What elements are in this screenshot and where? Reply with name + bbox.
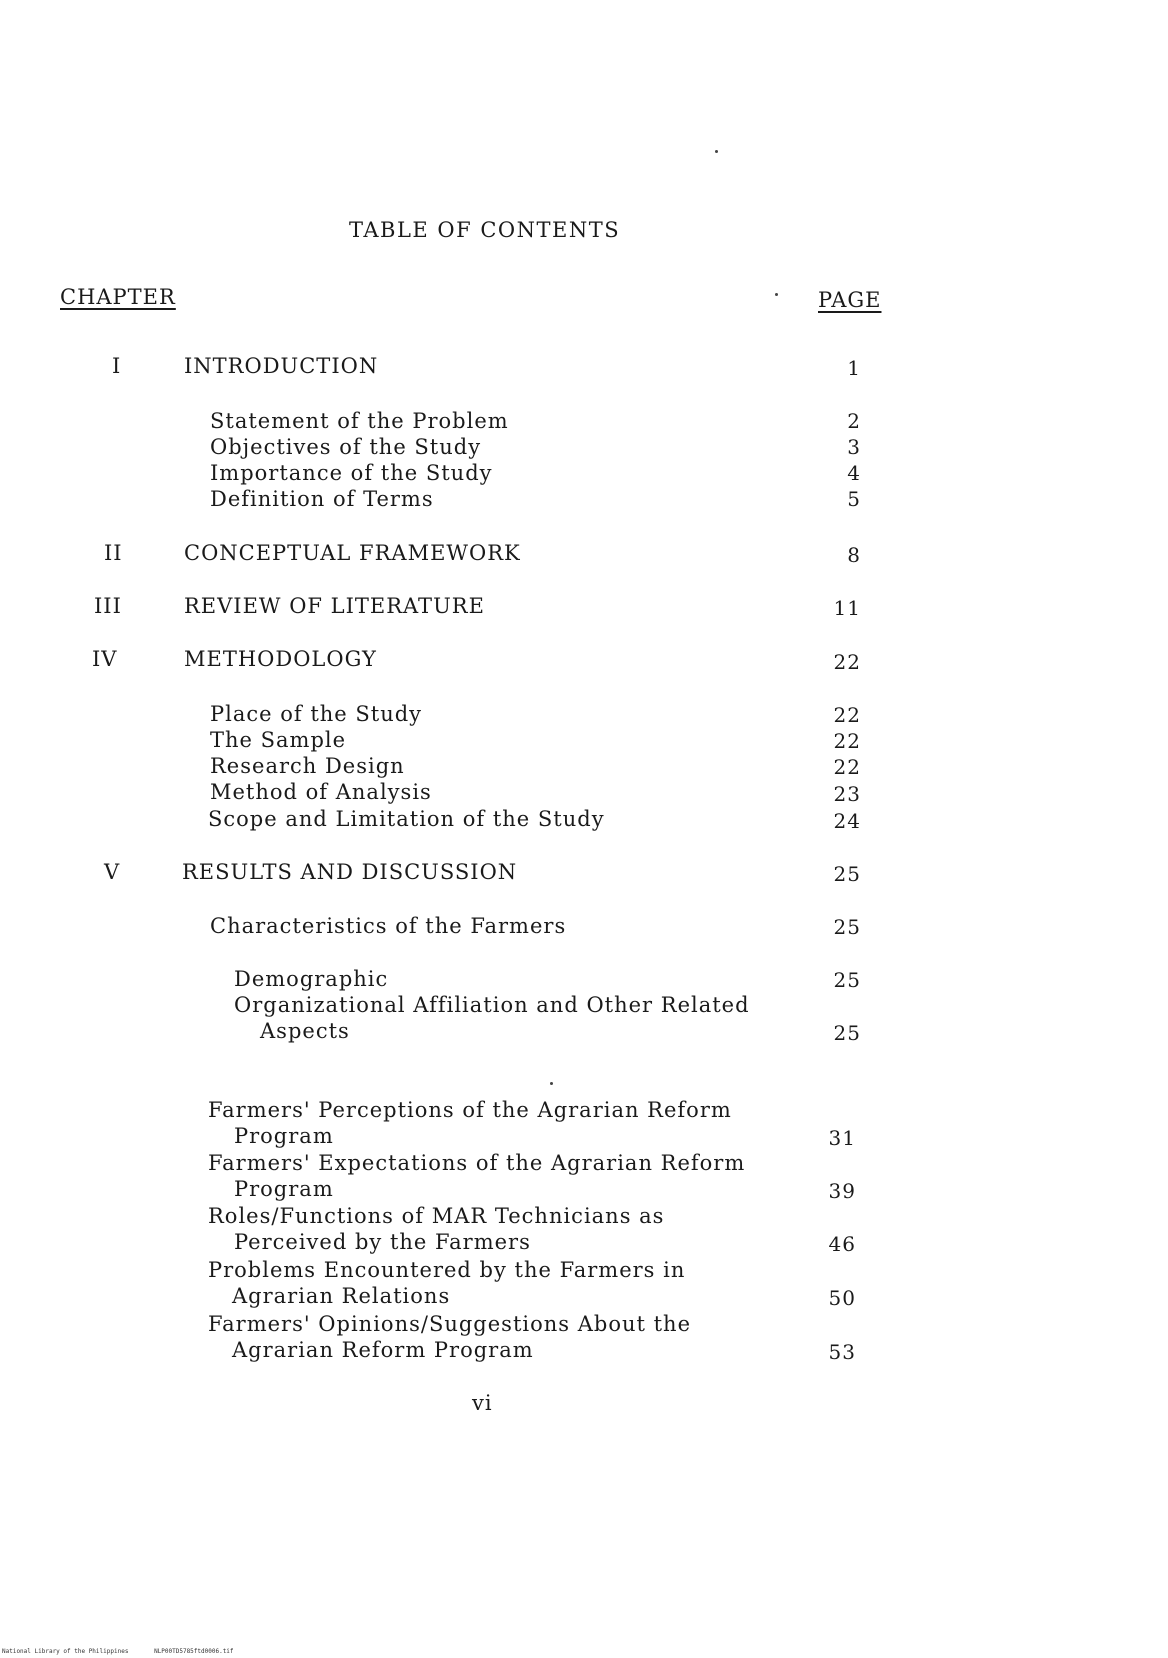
section-title: Definition of Terms — [210, 487, 434, 511]
page-number: 25 — [833, 862, 861, 886]
section-title: Problems Encountered by the Farmers in — [208, 1258, 686, 1282]
page-number: 2 — [847, 409, 861, 433]
scan-speck — [715, 150, 718, 153]
scan-footer — [2, 1648, 256, 1655]
section-title-continued: Agrarian Relations — [232, 1284, 451, 1308]
section-title: Place of the Study — [210, 702, 423, 726]
section-title: Research Design — [210, 754, 405, 778]
section-title-continued: Program — [234, 1177, 334, 1201]
page-number: 31 — [828, 1126, 856, 1150]
page-number: 22 — [833, 729, 861, 753]
page-number: 8 — [847, 543, 861, 567]
chapter-number: IV — [92, 647, 118, 671]
page-number: 50 — [828, 1286, 856, 1310]
chapter-title: METHODOLOGY — [184, 647, 377, 671]
section-title: Importance of the Study — [210, 461, 493, 485]
chapter-title: CONCEPTUAL FRAMEWORK — [184, 541, 521, 565]
page-number: 22 — [833, 703, 861, 727]
page-number: 25 — [833, 968, 861, 992]
page-number: 23 — [833, 782, 861, 806]
chapter-number: I — [112, 354, 122, 378]
page-number: 24 — [833, 809, 861, 833]
section-title: Farmers' Opinions/Suggestions About the — [208, 1312, 692, 1336]
section-title: Statement of the Problem — [210, 409, 509, 433]
footer-library: National Library of the Philippines — [2, 1648, 129, 1655]
page-number: 46 — [828, 1232, 856, 1256]
section-title: Farmers' Expectations of the Agrarian Reform — [208, 1151, 746, 1175]
subsection-title-continued: Aspects — [260, 1019, 350, 1043]
chapter-title: REVIEW OF LITERATURE — [184, 594, 485, 618]
section-title: Roles/Functions of MAR Technicians as — [208, 1204, 665, 1228]
section-title-continued: Agrarian Reform Program — [232, 1338, 534, 1362]
chapter-number: II — [104, 541, 123, 565]
page-number: 22 — [833, 755, 861, 779]
page-number: 3 — [847, 435, 861, 459]
page-number: 11 — [833, 596, 861, 620]
subsection-title: Demographic — [234, 967, 389, 991]
scan-speck — [775, 293, 778, 296]
section-title: The Sample — [210, 728, 347, 752]
chapter-number: III — [94, 594, 122, 618]
section-title: Method of Analysis — [210, 780, 432, 804]
footer-file: NLP00TD5785ftd0006.tif — [154, 1648, 234, 1655]
subsection-title: Organizational Affiliation and Other Related — [234, 993, 750, 1017]
page-column-header: PAGE — [818, 288, 882, 312]
page-number: 4 — [847, 461, 861, 485]
page-number: 25 — [833, 915, 861, 939]
page-number: 53 — [828, 1340, 856, 1364]
page-number: 39 — [828, 1179, 856, 1203]
page-number: 25 — [833, 1021, 861, 1045]
chapter-column-header: CHAPTER — [60, 285, 176, 309]
section-title: Farmers' Perceptions of the Agrarian Reform — [208, 1098, 732, 1122]
page-number: 5 — [847, 487, 861, 511]
folio-number: vi — [472, 1391, 493, 1415]
scan-speck — [550, 1082, 553, 1085]
chapter-number: V — [104, 860, 121, 884]
page-number: 1 — [847, 356, 861, 380]
section-title-continued: Program — [234, 1124, 334, 1148]
page-title: TABLE OF CONTENTS — [349, 218, 621, 242]
section-title-continued: Perceived by the Farmers — [234, 1230, 531, 1254]
chapter-title: RESULTS AND DISCUSSION — [182, 860, 518, 884]
section-title: Objectives of the Study — [210, 435, 482, 459]
section-title: Characteristics of the Farmers — [210, 914, 567, 938]
section-title: Scope and Limitation of the Study — [208, 807, 605, 831]
chapter-title: INTRODUCTION — [184, 354, 379, 378]
page-number: 22 — [833, 650, 861, 674]
